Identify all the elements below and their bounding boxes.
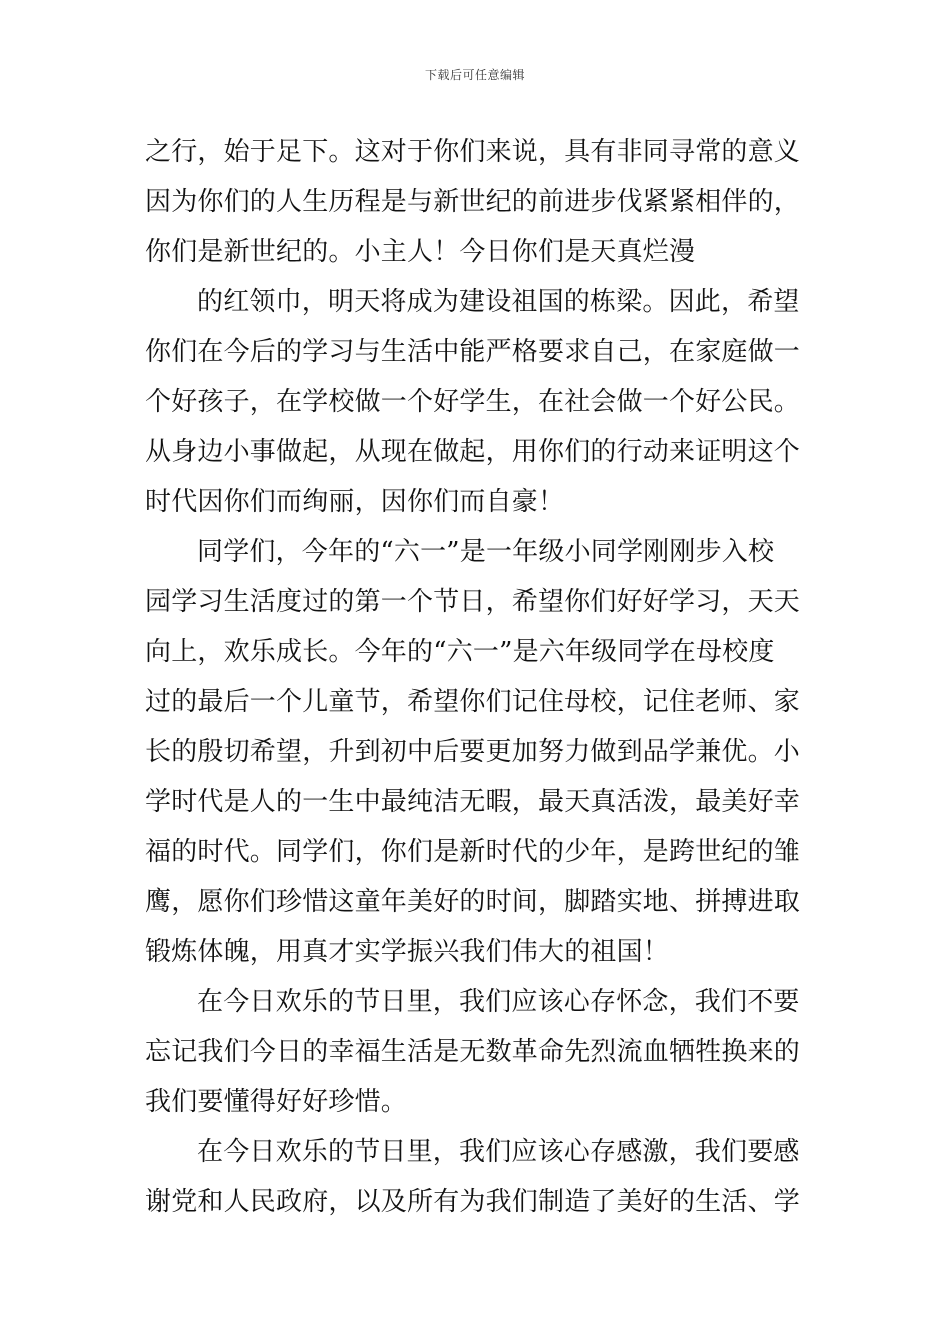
text-line: 学时代是人的一生中最纯洁无暇，最天真活泼，最美好幸 bbox=[145, 787, 801, 817]
text-line: 在今日欢乐的节日里，我们应该心存怀念，我们不要 bbox=[197, 987, 800, 1017]
text-line: 园学习生活度过的第一个节日，希望你们好好学习，天天 bbox=[145, 587, 801, 617]
text-line: 因为你们的人生历程是与新世纪的前进步伐紧紧相伴的， bbox=[145, 187, 801, 217]
text-line: 谢党和人民政府，以及所有为我们制造了美好的生活、学 bbox=[145, 1187, 801, 1217]
text-line: 在今日欢乐的节日里，我们应该心存感激，我们要感 bbox=[197, 1137, 800, 1167]
text-line: 从身边小事做起，从现在做起，用你们的行动来证明这个 bbox=[145, 437, 801, 467]
text-line: 鹰，愿你们珍惜这童年美好的时间，脚踏实地、拼搏进取 bbox=[145, 887, 801, 917]
text-line: 时代因你们而绚丽，因你们而自豪！ bbox=[145, 487, 565, 517]
text-line: 的红领巾，明天将成为建设祖国的栋梁。因此，希望 bbox=[197, 287, 800, 317]
text-line: 你们在今后的学习与生活中能严格要求自己，在家庭做一 bbox=[145, 337, 801, 367]
text-line: 锻炼体魄，用真才实学振兴我们伟大的祖国！ bbox=[145, 937, 670, 967]
text-line: 忘记我们今日的幸福生活是无数革命先烈流血牺牲换来的 bbox=[145, 1037, 801, 1067]
text-line: 个好孩子，在学校做一个好学生，在社会做一个好公民。 bbox=[145, 387, 801, 417]
text-line: 我们要懂得好好珍惜。 bbox=[145, 1087, 408, 1117]
text-line: 你们是新世纪的。小主人！今日你们是天真烂漫 bbox=[145, 237, 696, 267]
text-line: 之行，始于足下。这对于你们来说，具有非同寻常的意义 bbox=[145, 137, 801, 167]
text-line: 福的时代。同学们，你们是新时代的少年，是跨世纪的雏 bbox=[145, 837, 801, 867]
text-line: 长的殷切希望，升到初中后要更加努力做到品学兼优。小 bbox=[145, 737, 801, 767]
text-line: 向上，欢乐成长。今年的“六一”是六年级同学在母校度 bbox=[145, 637, 775, 667]
text-line: 同学们，今年的“六一”是一年级小同学刚刚步入校 bbox=[197, 537, 775, 567]
text-line: 过的最后一个儿童节，希望你们记住母校，记住老师、家 bbox=[145, 687, 801, 717]
body-text bbox=[145, 127, 815, 1227]
header-note: 下载后可任意编辑 bbox=[424, 68, 525, 82]
